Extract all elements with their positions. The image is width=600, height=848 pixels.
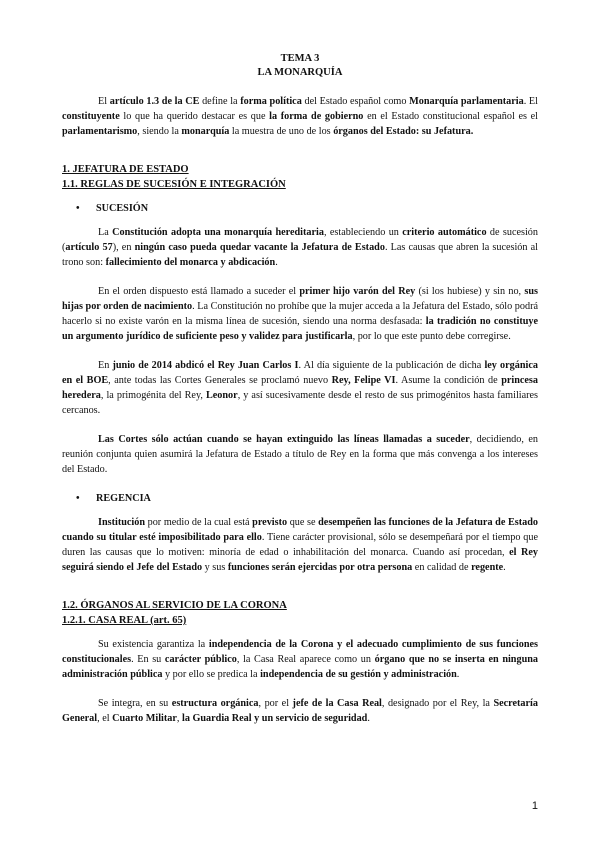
bold-run: sus hijas por orden de nacimiento (62, 286, 538, 312)
bold-run: constituyente (62, 111, 120, 122)
bold-run: parlamentarismo (62, 126, 138, 137)
bold-run: previsto (252, 517, 288, 528)
bold-run: desempeñen las funciones de la Jefatura de Estado cuando su titular esté imposibilitado para ello (62, 517, 538, 543)
bold-run: independencia de la Corona y el adecuado cumplimiento de sus funciones constitucionales (62, 639, 539, 665)
bold-run: primer hijo varón del Rey (299, 286, 416, 297)
bullet-label: REGENCIA (96, 493, 151, 504)
bold-run: Rey, Felipe VI (331, 375, 396, 386)
page-number: 1 (531, 800, 538, 812)
bold-run: Las Cortes sólo actúan cuando se hayan extinguido las líneas llamadas a suceder (98, 434, 470, 445)
sucesion-paragraph-2: En el orden dispuesto está llamado a suceder el primer hijo varón del Rey (si los hubiese) y sin no, sus hijas por orden de nacimiento. La Constitución no prohíbe que la mujer acceda a la Jefatura del Estado, sólo podrá hacerlo si no existe varón en la misma línea de sucesión, siendo una norma desfasada: la tradición no constituye un argumento jurídico de suficiente peso y validez para justificarla, por lo que este punto debe corregirse. (62, 286, 538, 342)
bold-run: artículo 1.3 de la CE (109, 96, 200, 107)
bullet-dot-icon: • (76, 493, 80, 504)
page-title: LA MONARQUÍA (257, 67, 343, 78)
bold-run: funciones serán ejercidas por otra persona (227, 562, 413, 573)
casa-real-paragraph-2: Se integra, en su estructura orgánica, por el jefe de la Casa Real, designado por el Rey, la Secretaría General, el Cuarto Militar, la Guardia Real y un servicio de seguridad. (62, 698, 538, 724)
document-page (62, 52, 538, 726)
bold-run: la tradición no constituye un argumento jurídico de suficiente peso y validez para justificarla (62, 316, 538, 342)
sucesion-paragraph-4: Las Cortes sólo actúan cuando se hayan extinguido las líneas llamadas a suceder, decidiendo, en reunión conjunta quien asumirá la Jefatura de Estado a título de Rey en la forma que más convenga a los intereses del Estado. (62, 434, 538, 475)
bold-run: Cuarto Militar (112, 713, 177, 724)
bold-run: artículo 57 (65, 242, 113, 253)
sucesion-paragraph-1: La Constitución adopta una monarquía hereditaria, estableciendo un criterio automático de sucesión (artículo 57), en ningún caso pueda quedar vacante la Jefatura de Estado. Las causas que abren la sucesión al trono son: fallecimiento del monarca y abdicación. (62, 227, 538, 268)
intro-paragraph: El artículo 1.3 de la CE define la forma política del Estado español como Monarquía parlamentaria. El constituyente lo que ha querido destacar es que la forma de gobierno en el Estado constitucional español es el parlamentarismo, siendo la monarquía la muestra de uno de los órganos del Estado: su Jefatura. (62, 96, 539, 137)
regencia-paragraph: Institución por medio de la cual está previsto que se desempeñen las funciones de la Jefatura de Estado cuando su titular esté imposibilitado para ello. Tiene carácter provisional, sólo se desempeñará por el tiempo que duren las causas que lo motiven: minoría de edad o inhabilitación del monarca. Cuando así procedan, el Rey seguirá siendo el Jefe del Estado y sus funciones serán ejercidas por otra persona en calidad de regente. (62, 517, 539, 573)
bold-run: princesa heredera (62, 375, 538, 401)
bullet-label: SUCESIÓN (96, 203, 149, 214)
subsection-heading-casa-real: 1.2.1. CASA REAL (art. 65) (62, 615, 187, 626)
topic-number: TEMA 3 (280, 53, 320, 64)
bold-run: jefe de la Casa Real (292, 698, 382, 709)
bold-run: fallecimiento del monarca y abdicación (105, 257, 276, 268)
bold-run: la forma de gobierno (269, 111, 364, 122)
bold-run: forma política (240, 96, 302, 107)
bold-run: independencia de su gestión y administración (260, 669, 457, 680)
bold-run: Leonor (205, 390, 238, 401)
casa-real-paragraph-1: Su existencia garantiza la independencia de la Corona y el adecuado cumplimiento de sus funciones constitucionales. En su carácter público, la Casa Real aparece como un órgano que no se inserta en ninguna administración pública y por ello se predica la independencia de su gestión y administración. (62, 639, 539, 680)
bullet-sucesion (62, 201, 538, 216)
bold-run: regente (471, 562, 504, 573)
bold-run: ley orgánica en el BOE (62, 360, 538, 386)
subsection-heading-sucesion: 1.1. REGLAS DE SUCESIÓN E INTEGRACIÓN (62, 179, 286, 190)
bold-run: órgano que no se inserta en ninguna administración pública (62, 654, 538, 680)
sucesion-paragraph-3: En junio de 2014 abdicó el Rey Juan Carlos I. Al día siguiente de la publicación de dicha ley orgánica en el BOE, ante todas las Cortes Generales se proclamó nuevo Rey, Felipe VI. Asume la condición de princesa heredera, la primogénita del Rey, Leonor, y así sucesivamente desde el resto de sus primogénitos hasta familiares cercanos. (62, 360, 538, 416)
section-heading-organos: 1.2. ÓRGANOS AL SERVICIO DE LA CORONA (62, 600, 287, 611)
bold-run: estructura orgánica (171, 698, 259, 709)
bold-run: órganos del Estado: su Jefatura. (333, 126, 474, 137)
bold-run: criterio automático (402, 227, 487, 238)
bold-run: ningún caso pueda quedar vacante la Jefatura de Estado (134, 242, 385, 253)
bullet-dot-icon: • (76, 203, 80, 214)
bold-run: junio de 2014 abdicó el Rey Juan Carlos I (112, 360, 299, 371)
bold-run: Institución (98, 517, 145, 528)
bullet-regencia (62, 491, 538, 506)
bold-run: la Guardia Real y un servicio de seguridad (181, 713, 368, 724)
bold-run: carácter público (164, 654, 237, 665)
bold-run: monarquía (181, 126, 230, 137)
bold-run: Secretaría General (62, 698, 538, 724)
section-heading-jefatura: 1. JEFATURA DE ESTADO (62, 164, 189, 175)
bold-run: Constitución adopta una monarquía hereditaria (112, 227, 324, 238)
bold-run: el Rey seguirá siendo el Jefe del Estado (62, 547, 539, 573)
bold-run: Monarquía parlamentaria (409, 96, 524, 107)
